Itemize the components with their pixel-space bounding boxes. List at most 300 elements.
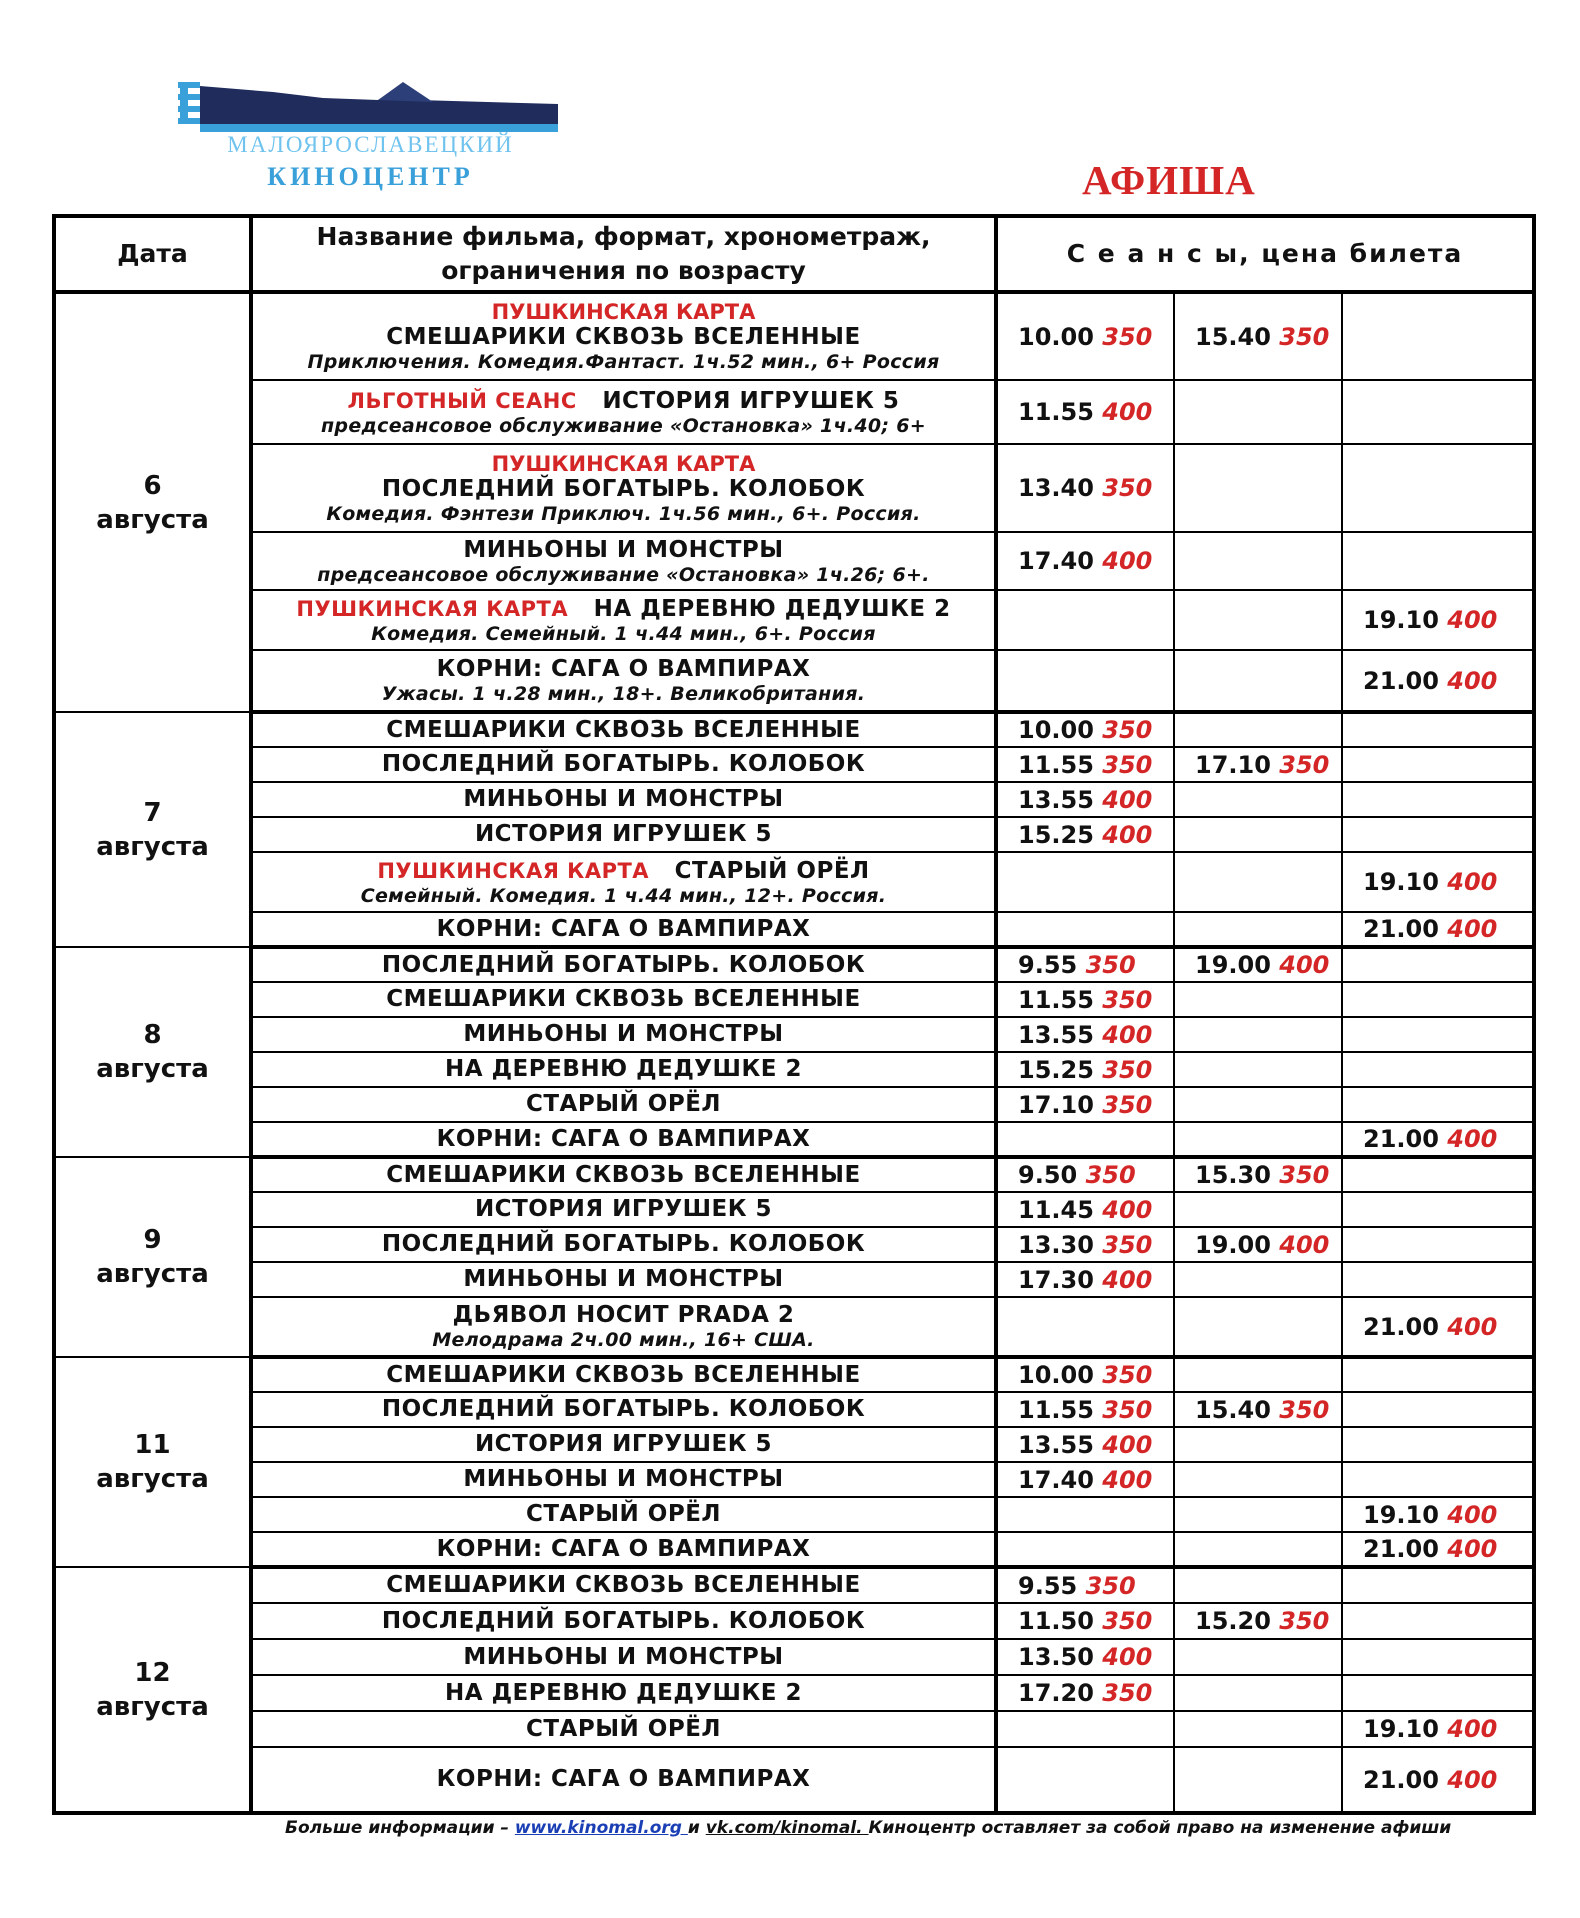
- ticket-price: 400: [1447, 1535, 1498, 1563]
- session-cell[interactable]: [1174, 947, 1342, 982]
- film-title-line: [253, 916, 994, 943]
- film-title-line: [253, 1536, 994, 1563]
- film-title: ИСТОРИЯ ИГРУШЕК 5: [474, 1196, 773, 1222]
- session-cell[interactable]: [996, 1462, 1174, 1497]
- session-time: 15.25: [1018, 1055, 1094, 1084]
- table-row: [54, 1462, 1534, 1497]
- session-cell[interactable]: [996, 747, 1174, 782]
- date-number: 8: [143, 1020, 162, 1050]
- ticket-price: 350: [1102, 1679, 1153, 1707]
- ticket-price: 350: [1085, 951, 1136, 979]
- session-time: 10.00: [1018, 716, 1094, 744]
- film-cell: [251, 1192, 996, 1227]
- session-cell: [1342, 1462, 1534, 1497]
- film-title-line: [253, 388, 994, 415]
- session-cell: [1342, 1427, 1534, 1462]
- session-cell[interactable]: [1342, 1747, 1534, 1813]
- session-cell: [1342, 1087, 1534, 1122]
- ticket-price: 400: [1447, 1312, 1498, 1341]
- ticket-price: 400: [1102, 785, 1153, 814]
- table-row: [54, 852, 1534, 912]
- ticket-price: 350: [1279, 1395, 1330, 1424]
- film-title-line: [253, 1644, 994, 1671]
- session-cell: [996, 590, 1174, 650]
- table-row: [54, 1675, 1534, 1711]
- footer-note: [285, 1818, 1451, 1838]
- session-time: 17.20: [1018, 1679, 1094, 1707]
- film-title: МИНЬОНЫ И МОНСТРЫ: [463, 1266, 784, 1292]
- ticket-price: 350: [1102, 1607, 1153, 1635]
- session-cell: [996, 1711, 1174, 1747]
- date-header: Дата: [54, 216, 251, 292]
- ticket-price: 350: [1102, 1055, 1153, 1084]
- film-title-line: [253, 656, 994, 683]
- session-time: 10.00: [1018, 322, 1094, 351]
- table-row: [54, 1711, 1534, 1747]
- ticket-price: 350: [1085, 1161, 1136, 1189]
- film-title: СТАРЫЙ ОРЁЛ: [525, 1715, 722, 1742]
- session-time: 17.40: [1018, 1465, 1094, 1494]
- film-title: ПОСЛЕДНИЙ БОГАТЫРЬ. КОЛОБОК: [381, 1396, 866, 1422]
- film-title: СТАРЫЙ ОРЁЛ: [674, 857, 870, 884]
- session-time: 21.00: [1363, 1535, 1439, 1563]
- session-cell: [1174, 1052, 1342, 1087]
- session-cell: [1342, 1603, 1534, 1639]
- table-row: [54, 1532, 1534, 1567]
- date-month: августа: [96, 831, 209, 862]
- film-title: ИСТОРИЯ ИГРУШЕК 5: [474, 821, 773, 847]
- ticket-price: 350: [1102, 716, 1153, 744]
- film-cell: [251, 747, 996, 782]
- film-cell: [251, 1532, 996, 1567]
- session-time: 21.00: [1363, 666, 1439, 695]
- session-time: 13.50: [1018, 1643, 1094, 1671]
- film-title-line: [253, 1021, 994, 1048]
- session-cell[interactable]: [996, 817, 1174, 852]
- film-cell: [251, 1392, 996, 1427]
- ticket-price: 400: [1447, 1125, 1498, 1153]
- ticket-price: 400: [1102, 398, 1153, 426]
- session-cell: [1174, 380, 1342, 444]
- date-cell: [54, 712, 251, 947]
- film-title-line: [253, 1196, 994, 1223]
- film-cell: [251, 817, 996, 852]
- film-title-line: [253, 1362, 994, 1389]
- table-row: [54, 1567, 1534, 1603]
- session-cell[interactable]: [996, 1675, 1174, 1711]
- date-number: 7: [143, 797, 162, 828]
- date-month: августа: [96, 1691, 209, 1722]
- film-title-line: [253, 324, 994, 351]
- session-cell[interactable]: [1342, 1711, 1534, 1747]
- film-title: СМЕШАРИКИ СКВОЗЬ ВСЕЛЕННЫЕ: [386, 1361, 861, 1388]
- table-row: [54, 1747, 1534, 1813]
- film-title: ПОСЛЕДНИЙ БОГАТЫРЬ. КОЛОБОК: [381, 1231, 866, 1257]
- film-title: НА ДЕРЕВНЮ ДЕДУШКЕ 2: [445, 1056, 802, 1082]
- film-cell: [251, 1747, 996, 1813]
- session-cell: [1342, 1675, 1534, 1711]
- session-cell[interactable]: [996, 1262, 1174, 1297]
- film-title-line: [253, 952, 994, 979]
- session-cell[interactable]: [996, 380, 1174, 444]
- date-cell: [54, 947, 251, 1157]
- film-title-line: [253, 751, 994, 778]
- session-cell: [996, 852, 1174, 912]
- inline-label: ПУШКИНСКАЯ КАРТА: [296, 596, 569, 621]
- ticket-price: 400: [1102, 1265, 1153, 1294]
- film-title: СМЕШАРИКИ СКВОЗЬ ВСЕЛЕННЫЕ: [386, 986, 861, 1012]
- film-info: Комедия. Фэнтези Приключ. 1ч.56 мин., 6+. Россия.: [326, 502, 921, 525]
- session-time: 13.55: [1018, 1430, 1094, 1459]
- session-cell: [1174, 817, 1342, 852]
- session-cell: [1342, 292, 1534, 380]
- table-row: [54, 444, 1534, 532]
- film-info: Семейный. Комедия. 1 ч.44 мин., 12+. Россия.: [360, 884, 887, 907]
- film-header-line-1: Название фильма, формат, хронометраж,: [316, 222, 931, 251]
- session-time: 10.00: [1018, 1361, 1094, 1389]
- session-time: 21.00: [1363, 1312, 1439, 1341]
- session-cell[interactable]: [1174, 292, 1342, 380]
- sessions-header: С е а н с ы, цена билета: [996, 216, 1534, 292]
- film-title-line: [253, 1056, 994, 1083]
- session-cell: [1174, 1532, 1342, 1567]
- film-info: Мелодрама 2ч.00 мин., 16+ США.: [432, 1329, 815, 1351]
- film-title: ПОСЛЕДНИЙ БОГАТЫРЬ. КОЛОБОК: [381, 1607, 866, 1634]
- session-cell: [1174, 1747, 1342, 1813]
- logo-line-2: КИНОЦЕНТР: [267, 162, 474, 191]
- website-link[interactable]: www.kinomal.org: [514, 1818, 688, 1838]
- session-cell[interactable]: [996, 782, 1174, 817]
- session-time: 19.10: [1363, 1500, 1439, 1529]
- session-cell[interactable]: [1174, 1392, 1342, 1427]
- session-time: 19.10: [1363, 606, 1439, 634]
- session-cell: [996, 1747, 1174, 1813]
- table-row: [54, 947, 1534, 982]
- film-title-line: [253, 1501, 994, 1528]
- ticket-price: 400: [1102, 1020, 1153, 1049]
- schedule-table: [52, 214, 1536, 1815]
- session-cell: [996, 1532, 1174, 1567]
- session-cell: [1174, 1357, 1342, 1392]
- session-cell: [1174, 712, 1342, 747]
- session-cell: [1342, 1392, 1534, 1427]
- session-cell: [996, 650, 1174, 712]
- ticket-price: 400: [1102, 1465, 1153, 1494]
- logo-line-1: МАЛОЯРОСЛАВЕЦКИЙ: [227, 132, 514, 157]
- session-time: 15.40: [1195, 322, 1271, 351]
- ticket-price: 350: [1102, 1230, 1153, 1259]
- session-cell: [1342, 1262, 1534, 1297]
- film-title: СМЕШАРИКИ СКВОЗЬ ВСЕЛЕННЫЕ: [386, 716, 861, 743]
- table-row: [54, 292, 1534, 380]
- session-cell[interactable]: [996, 292, 1174, 380]
- session-cell[interactable]: [1342, 1532, 1534, 1567]
- table-row: [54, 1297, 1534, 1357]
- ticket-price: 400: [1447, 666, 1498, 695]
- header-row: [54, 216, 1534, 292]
- date-month: августа: [96, 1054, 209, 1084]
- film-cell: [251, 1462, 996, 1497]
- session-time: 17.40: [1018, 547, 1094, 575]
- film-title: МИНЬОНЫ И МОНСТРЫ: [463, 1643, 784, 1670]
- ticket-price: 350: [1102, 322, 1153, 351]
- film-title: СТАРЫЙ ОРЁЛ: [525, 1501, 722, 1527]
- film-cell: [251, 1297, 996, 1357]
- session-time: 21.00: [1363, 1125, 1439, 1153]
- session-time: 19.10: [1363, 868, 1439, 896]
- session-cell[interactable]: [996, 1052, 1174, 1087]
- film-info: Приключения. Комедия.Фантаст. 1ч.52 мин., 6+ Россия: [307, 351, 940, 373]
- film-title: ИСТОРИЯ ИГРУШЕК 5: [474, 1431, 773, 1457]
- session-cell[interactable]: [996, 1603, 1174, 1639]
- ticket-price: 400: [1279, 1230, 1330, 1259]
- film-title-line: [253, 717, 994, 744]
- session-cell[interactable]: [1174, 1157, 1342, 1192]
- session-cell: [1342, 1052, 1534, 1087]
- ticket-price: 350: [1279, 1607, 1330, 1635]
- session-cell: [996, 1122, 1174, 1157]
- session-time: 19.00: [1195, 1230, 1271, 1259]
- session-cell: [1174, 1017, 1342, 1052]
- ticket-price: 350: [1279, 1161, 1330, 1189]
- film-title-line: [253, 1766, 994, 1793]
- session-cell: [1342, 1157, 1534, 1192]
- session-cell[interactable]: [996, 947, 1174, 982]
- film-title-line: [253, 1716, 994, 1743]
- pushkin-card-label: ПУШКИНСКАЯ КАРТА: [491, 300, 756, 324]
- session-time: 15.40: [1195, 1395, 1271, 1424]
- film-title-line: [253, 1396, 994, 1423]
- session-cell: [1174, 782, 1342, 817]
- session-cell: [1174, 650, 1342, 712]
- date-month: августа: [96, 1259, 209, 1289]
- session-cell[interactable]: [996, 1357, 1174, 1392]
- ticket-price: 400: [1447, 606, 1498, 634]
- session-time: 11.55: [1018, 750, 1094, 779]
- film-info: Комедия. Семейный. 1 ч.44 мин., 6+. Россия: [371, 622, 876, 645]
- session-cell[interactable]: [1342, 590, 1534, 650]
- session-cell[interactable]: [1342, 852, 1534, 912]
- session-time: 19.00: [1195, 951, 1271, 979]
- session-cell[interactable]: [996, 532, 1174, 590]
- session-cell: [1174, 1192, 1342, 1227]
- film-cell: [251, 1497, 996, 1532]
- session-cell[interactable]: [1342, 912, 1534, 947]
- film-cell: [251, 1122, 996, 1157]
- film-title-line: [253, 1431, 994, 1458]
- table-row: [54, 747, 1534, 782]
- ticket-price: 350: [1102, 750, 1153, 779]
- session-cell: [1342, 380, 1534, 444]
- ticket-price: 400: [1102, 1643, 1153, 1671]
- film-cell: [251, 590, 996, 650]
- session-cell: [1342, 782, 1534, 817]
- session-time: 9.55: [1018, 951, 1078, 979]
- session-cell: [1174, 1567, 1342, 1603]
- film-cell: [251, 782, 996, 817]
- session-time: 19.10: [1363, 1715, 1439, 1743]
- ticket-price: 400: [1102, 1195, 1153, 1224]
- session-cell[interactable]: [996, 1227, 1174, 1262]
- date-cell: [54, 1567, 251, 1813]
- session-cell[interactable]: [996, 982, 1174, 1017]
- film-title: МИНЬОНЫ И МОНСТРЫ: [463, 536, 784, 563]
- film-title: СМЕШАРИКИ СКВОЗЬ ВСЕЛЕННЫЕ: [386, 1161, 861, 1188]
- session-cell: [1174, 1711, 1342, 1747]
- table-row: [54, 1017, 1534, 1052]
- film-title: ПОСЛЕДНИЙ БОГАТЫРЬ. КОЛОБОК: [381, 475, 866, 502]
- session-time: 11.45: [1018, 1195, 1094, 1224]
- film-header-line-2: ограничения по возрасту: [441, 256, 806, 285]
- ticket-price: 400: [1102, 1430, 1153, 1459]
- session-cell: [1174, 1297, 1342, 1357]
- film-cell: [251, 1262, 996, 1297]
- ticket-price: 400: [1102, 820, 1153, 849]
- film-header: [251, 216, 996, 292]
- footer-and: и: [687, 1818, 706, 1838]
- session-cell[interactable]: [996, 1192, 1174, 1227]
- session-time: 11.55: [1018, 985, 1094, 1014]
- footer-prefix: Больше информации –: [285, 1818, 515, 1838]
- kinocenter-logo: [178, 78, 560, 191]
- session-cell: [1174, 532, 1342, 590]
- film-cell: [251, 1087, 996, 1122]
- session-cell[interactable]: [996, 1087, 1174, 1122]
- session-cell[interactable]: [996, 1639, 1174, 1675]
- session-cell[interactable]: [1342, 1122, 1534, 1157]
- date-number: 9: [143, 1225, 162, 1255]
- film-title: СМЕШАРИКИ СКВОЗЬ ВСЕЛЕННЫЕ: [386, 1572, 861, 1598]
- ticket-price: 350: [1102, 985, 1153, 1014]
- film-title-line: [253, 1266, 994, 1293]
- table-row: [54, 532, 1534, 590]
- session-cell[interactable]: [996, 1567, 1174, 1603]
- table-row: [54, 1603, 1534, 1639]
- film-title-line: [253, 821, 994, 848]
- table-row: [54, 1052, 1534, 1087]
- ticket-price: 350: [1102, 1361, 1153, 1389]
- table-row: [54, 712, 1534, 747]
- film-title: ПОСЛЕДНИЙ БОГАТЫРЬ. КОЛОБОК: [381, 751, 866, 777]
- date-number: 11: [134, 1430, 171, 1460]
- session-time: 13.55: [1018, 785, 1094, 814]
- ticket-price: 400: [1447, 915, 1498, 943]
- ticket-price: 400: [1447, 1715, 1498, 1743]
- session-cell: [1174, 852, 1342, 912]
- session-cell[interactable]: [1342, 650, 1534, 712]
- session-cell[interactable]: [996, 1392, 1174, 1427]
- film-info: предсеансовое обслуживание «Остановка» 1ч.26; 6+.: [317, 563, 930, 586]
- session-cell[interactable]: [1174, 747, 1342, 782]
- film-title: МИНЬОНЫ И МОНСТРЫ: [463, 1021, 784, 1047]
- session-cell: [1174, 1639, 1342, 1675]
- session-cell[interactable]: [1174, 1227, 1342, 1262]
- session-time: 11.55: [1018, 398, 1094, 426]
- film-title-line: [253, 858, 994, 885]
- date-number: 6: [143, 470, 162, 501]
- session-cell[interactable]: [1342, 1297, 1534, 1357]
- table-row: [54, 1192, 1534, 1227]
- table-row: [54, 782, 1534, 817]
- film-cell: [251, 1675, 996, 1711]
- film-cell: [251, 1052, 996, 1087]
- session-time: 17.10: [1195, 750, 1271, 779]
- session-cell: [1174, 982, 1342, 1017]
- footer-suffix: Киноцентр оставляет за собой право на изменение афиши: [868, 1818, 1452, 1838]
- session-time: 13.55: [1018, 1020, 1094, 1049]
- session-cell[interactable]: [996, 712, 1174, 747]
- film-cell: [251, 1157, 996, 1192]
- session-time: 17.10: [1018, 1090, 1094, 1119]
- ticket-price: 400: [1447, 1500, 1498, 1529]
- film-cell: [251, 1603, 996, 1639]
- session-cell[interactable]: [1342, 1497, 1534, 1532]
- session-time: 9.50: [1018, 1161, 1078, 1189]
- session-cell: [996, 912, 1174, 947]
- session-cell: [996, 1497, 1174, 1532]
- film-title-line: [253, 1680, 994, 1707]
- ticket-price: 350: [1102, 1090, 1153, 1119]
- session-cell: [1174, 1122, 1342, 1157]
- session-cell: [996, 1297, 1174, 1357]
- film-title: МИНЬОНЫ И МОНСТРЫ: [463, 1466, 784, 1492]
- page-title: АФИША: [1082, 157, 1256, 203]
- session-cell: [1342, 1567, 1534, 1603]
- film-title: КОРНИ: САГА О ВАМПИРАХ: [436, 1125, 811, 1152]
- film-cell: [251, 1227, 996, 1262]
- session-time: 21.00: [1363, 1765, 1439, 1794]
- schedule-body: [54, 292, 1534, 1813]
- film-title-line: [253, 1302, 994, 1329]
- film-cell: [251, 1357, 996, 1392]
- session-cell[interactable]: [996, 1427, 1174, 1462]
- session-cell[interactable]: [1174, 1603, 1342, 1639]
- ticket-price: 400: [1102, 547, 1153, 575]
- session-cell: [1174, 1262, 1342, 1297]
- session-cell: [1174, 1462, 1342, 1497]
- film-info: Ужасы. 1 ч.28 мин., 18+. Великобритания.: [381, 683, 866, 705]
- table-row: [54, 1262, 1534, 1297]
- date-month: августа: [96, 1464, 209, 1494]
- session-cell[interactable]: [996, 1017, 1174, 1052]
- vk-link[interactable]: vk.com/kinomal.: [705, 1818, 869, 1838]
- film-cell: [251, 1639, 996, 1675]
- session-cell: [1174, 1427, 1342, 1462]
- film-title-line: [253, 1126, 994, 1153]
- session-time: 15.25: [1018, 820, 1094, 849]
- session-time: 15.20: [1195, 1607, 1271, 1635]
- film-title-line: [253, 986, 994, 1013]
- session-cell: [1342, 1357, 1534, 1392]
- table-row: [54, 817, 1534, 852]
- session-time: 11.55: [1018, 1395, 1094, 1424]
- session-cell: [1174, 1087, 1342, 1122]
- session-cell: [1174, 1497, 1342, 1532]
- film-info: предсеансовое обслуживание «Остановка» 1ч.40; 6+: [321, 414, 926, 437]
- session-cell[interactable]: [996, 1157, 1174, 1192]
- session-time: 9.55: [1018, 1571, 1078, 1600]
- session-cell: [1342, 947, 1534, 982]
- session-cell: [1174, 1675, 1342, 1711]
- film-cell: [251, 1711, 996, 1747]
- session-cell: [1174, 590, 1342, 650]
- session-time: 17.30: [1018, 1265, 1094, 1294]
- table-row: [54, 1392, 1534, 1427]
- session-cell[interactable]: [996, 444, 1174, 532]
- inline-label: ПУШКИНСКАЯ КАРТА: [377, 858, 650, 883]
- table-row: [54, 380, 1534, 444]
- date-number: 12: [134, 1657, 171, 1688]
